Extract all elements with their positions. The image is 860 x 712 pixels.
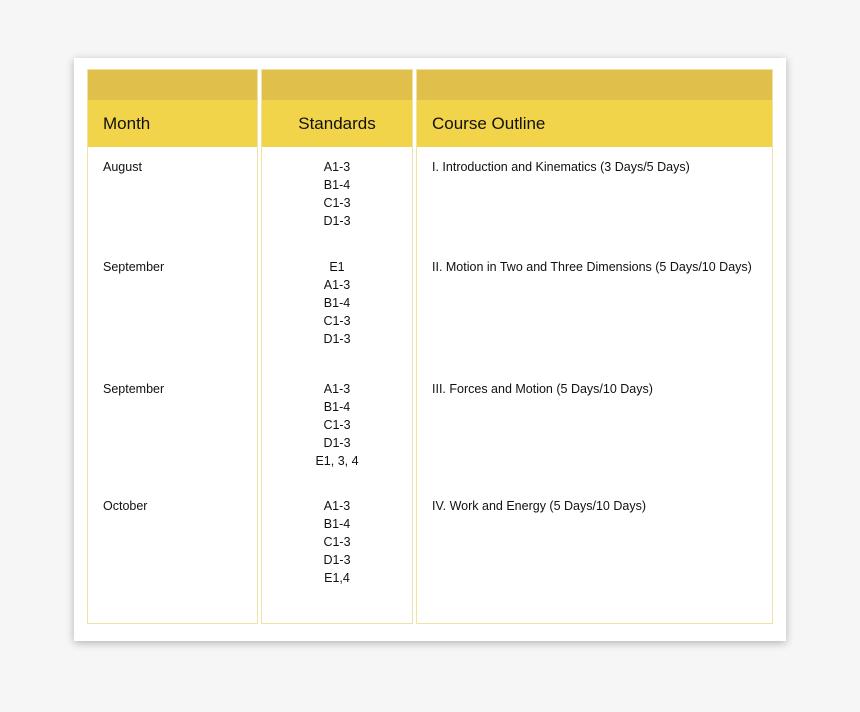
standard-item: E1,4	[324, 571, 350, 585]
standard-item: C1-3	[323, 535, 351, 549]
month-header	[88, 100, 257, 147]
standard-item: C1-3	[323, 314, 351, 328]
outline-header-band	[417, 70, 772, 100]
standard-item: E1	[329, 260, 345, 274]
standard-item: B1-4	[323, 400, 351, 414]
standard-item: A1-3	[323, 160, 351, 174]
outline-header	[417, 100, 772, 147]
standard-item: C1-3	[323, 196, 351, 210]
month-cell-4: October	[103, 499, 148, 513]
standard-item: A1-3	[323, 278, 351, 292]
standard-item: C1-3	[323, 418, 351, 432]
standards-header-label: Standards	[298, 113, 376, 133]
standard-item: D1-3	[323, 436, 351, 450]
standard-item: B1-4	[323, 517, 351, 531]
outline-cell-1: I. Introduction and Kinematics (3 Days/5 Days)	[432, 160, 690, 174]
month-cell-3: September	[103, 382, 165, 396]
outline-header-label: Course Outline	[432, 113, 546, 133]
standard-item: E1, 3, 4	[315, 454, 359, 468]
standards-header-band	[262, 70, 412, 100]
outline-cell-3: III. Forces and Motion (5 Days/10 Days)	[432, 382, 653, 396]
month-header-band	[88, 70, 257, 100]
outline-column	[416, 69, 773, 624]
standard-item: D1-3	[323, 214, 351, 228]
standard-item: A1-3	[323, 499, 351, 513]
month-cell-1: August	[103, 160, 142, 174]
standard-item: B1-4	[323, 296, 351, 310]
standards-column	[261, 69, 413, 624]
standards-cell-2	[262, 258, 412, 348]
month-header-label: Month	[103, 113, 151, 133]
standards-cell-3	[262, 380, 412, 470]
standard-item: D1-3	[323, 332, 351, 346]
standards-cell-1	[262, 158, 412, 230]
standard-item: B1-4	[323, 178, 351, 192]
standard-item: A1-3	[323, 382, 351, 396]
month-column	[87, 69, 258, 624]
standard-item: D1-3	[323, 553, 351, 567]
outline-cell-2: II. Motion in Two and Three Dimensions (5 Days/10 Days)	[432, 260, 752, 274]
course-table-card	[74, 58, 786, 641]
standards-header	[262, 100, 412, 147]
standards-cell-4	[262, 497, 412, 587]
month-cell-2: September	[103, 260, 165, 274]
outline-cell-4: IV. Work and Energy (5 Days/10 Days)	[432, 499, 646, 513]
